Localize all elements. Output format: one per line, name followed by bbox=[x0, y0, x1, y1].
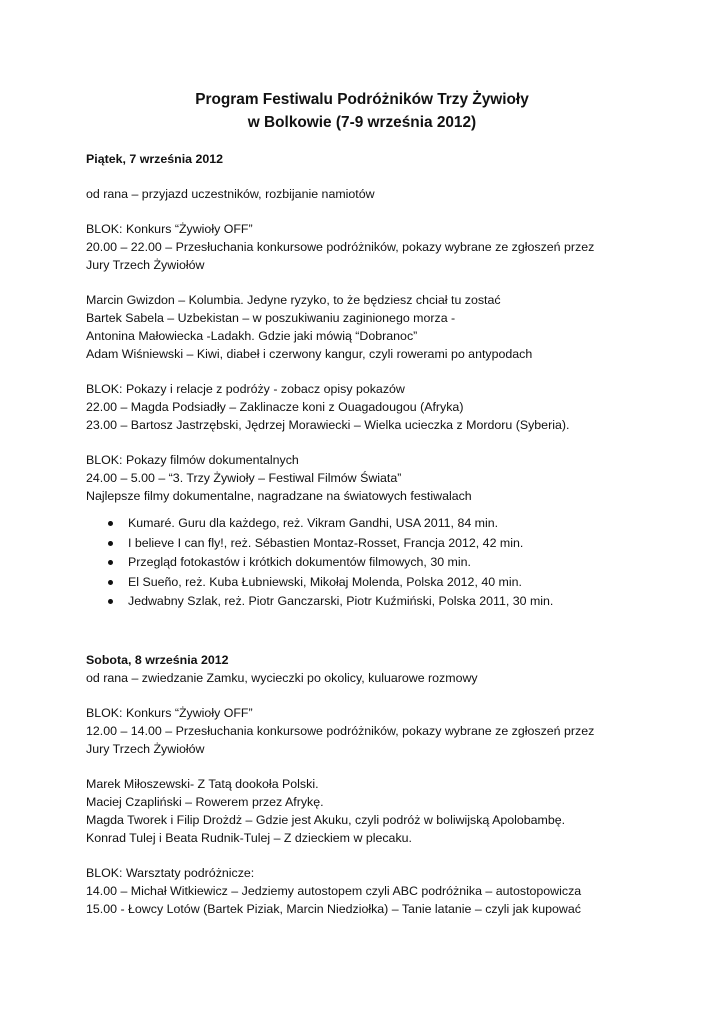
film-title: Jedwabny Szlak, reż. Piotr Ganczarski, Piotr Kuźmiński, Polska 2011, 30 min. bbox=[128, 594, 554, 608]
program-content bbox=[86, 150, 676, 918]
friday-block2-item: 23.00 – Bartosz Jastrzębski, Jędrzej Morawiecki – Wielka ucieczka z Mordoru (Syberia). bbox=[86, 418, 570, 432]
saturday-traveler: Magda Tworek i Filip Drożdż – Gdzie jest Akuku, czyli podróż w boliwijską Apolobambę. bbox=[86, 812, 566, 827]
friday-traveler: Bartek Sabela – Uzbekistan – w poszukiwaniu zaginionego morza - bbox=[86, 311, 456, 325]
friday-block3-title: BLOK: Pokazy filmów dokumentalnych bbox=[86, 453, 299, 467]
friday-traveler: Adam Wiśniewski – Kiwi, diabeł i czerwony kangur, czyli rowerami po antypodach bbox=[86, 347, 533, 361]
saturday-traveler: Marek Miłoszewski- Z Tatą dookoła Polski. bbox=[86, 776, 319, 791]
film-list bbox=[86, 514, 676, 612]
bullet-icon bbox=[108, 599, 113, 604]
bullet-icon bbox=[108, 521, 113, 526]
saturday-block1-line: 12.00 – 14.00 – Przesłuchania konkursowe podróżników, pokazy wybrane ze zgłoszeń przez bbox=[86, 723, 595, 738]
saturday-block1-title: BLOK: Konkurs “Żywioły OFF” bbox=[86, 705, 253, 720]
friday-traveler: Antonina Małowiecka -Ladakh. Gdzie jaki mówią “Dobranoc” bbox=[86, 329, 418, 343]
film-list-item bbox=[108, 573, 676, 593]
saturday-heading: Sobota, 8 września 2012 bbox=[86, 652, 229, 667]
friday-heading: Piątek, 7 września 2012 bbox=[86, 152, 224, 166]
film-title: I believe I can fly!, reż. Sébastien Montaz-Rosset, Francja 2012, 42 min. bbox=[128, 535, 524, 550]
saturday-block1-line: Jury Trzech Żywiołów bbox=[86, 741, 205, 756]
friday-block1-line: 20.00 – 22.00 – Przesłuchania konkursowe podróżników, pokazy wybrane ze zgłoszeń przez bbox=[86, 240, 595, 254]
film-list-item bbox=[108, 534, 676, 554]
title-line-1: Program Festiwalu Podróżników Trzy Żywioły bbox=[195, 91, 529, 108]
saturday-block2-item: 15.00 - Łowcy Lotów (Bartek Piziak, Marcin Niedziołka) – Tanie latanie – czyli jak kupować bbox=[86, 901, 581, 916]
saturday-block2-title: BLOK: Warsztaty podróżnicze: bbox=[86, 865, 255, 880]
saturday-block2-item: 14.00 – Michał Witkiewicz – Jedziemy autostopem czyli ABC podróżnika – autostopowicza bbox=[86, 883, 582, 898]
film-title: Kumaré. Guru dla każdego, reż. Vikram Gandhi, USA 2011, 84 min. bbox=[128, 516, 499, 530]
bullet-icon bbox=[108, 560, 113, 565]
friday-morning: od rana – przyjazd uczestników, rozbijanie namiotów bbox=[86, 187, 375, 201]
friday-block1-title: BLOK: Konkurs “Żywioły OFF” bbox=[86, 222, 253, 236]
document-title bbox=[0, 88, 724, 134]
saturday-morning: od rana – zwiedzanie Zamku, wycieczki po okolicy, kuluarowe rozmowy bbox=[86, 670, 478, 685]
friday-block2-item: 22.00 – Magda Podsiadły – Zaklinacze koni z Ouagadougou (Afryka) bbox=[86, 400, 464, 414]
bullet-icon bbox=[108, 580, 113, 585]
film-list-item bbox=[108, 514, 676, 534]
film-title: Przegląd fotokastów i krótkich dokumentów filmowych, 30 min. bbox=[128, 555, 471, 569]
title-line-2: w Bolkowie (7-9 września 2012) bbox=[247, 114, 477, 131]
friday-block3-line: 24.00 – 5.00 – “3. Trzy Żywioły – Festiwal Filmów Świata” bbox=[86, 471, 402, 485]
friday-block3-line: Najlepsze filmy dokumentalne, nagradzane na światowych festiwalach bbox=[86, 489, 472, 503]
saturday-traveler: Maciej Czapliński – Rowerem przez Afrykę. bbox=[86, 794, 324, 809]
saturday-traveler: Konrad Tulej i Beata Rudnik-Tulej – Z dzieckiem w plecaku. bbox=[86, 830, 412, 845]
bullet-icon bbox=[108, 541, 113, 546]
friday-traveler: Marcin Gwizdon – Kolumbia. Jedyne ryzyko, to że będziesz chciał tu zostać bbox=[86, 293, 501, 307]
film-title: El Sueño, reż. Kuba Łubniewski, Mikołaj Molenda, Polska 2012, 40 min. bbox=[128, 574, 522, 589]
friday-block1-line: Jury Trzech Żywiołów bbox=[86, 258, 205, 272]
film-list-item bbox=[108, 592, 676, 612]
film-list-item bbox=[108, 553, 676, 573]
friday-block2-title: BLOK: Pokazy i relacje z podróży - zobacz opisy pokazów bbox=[86, 382, 405, 396]
